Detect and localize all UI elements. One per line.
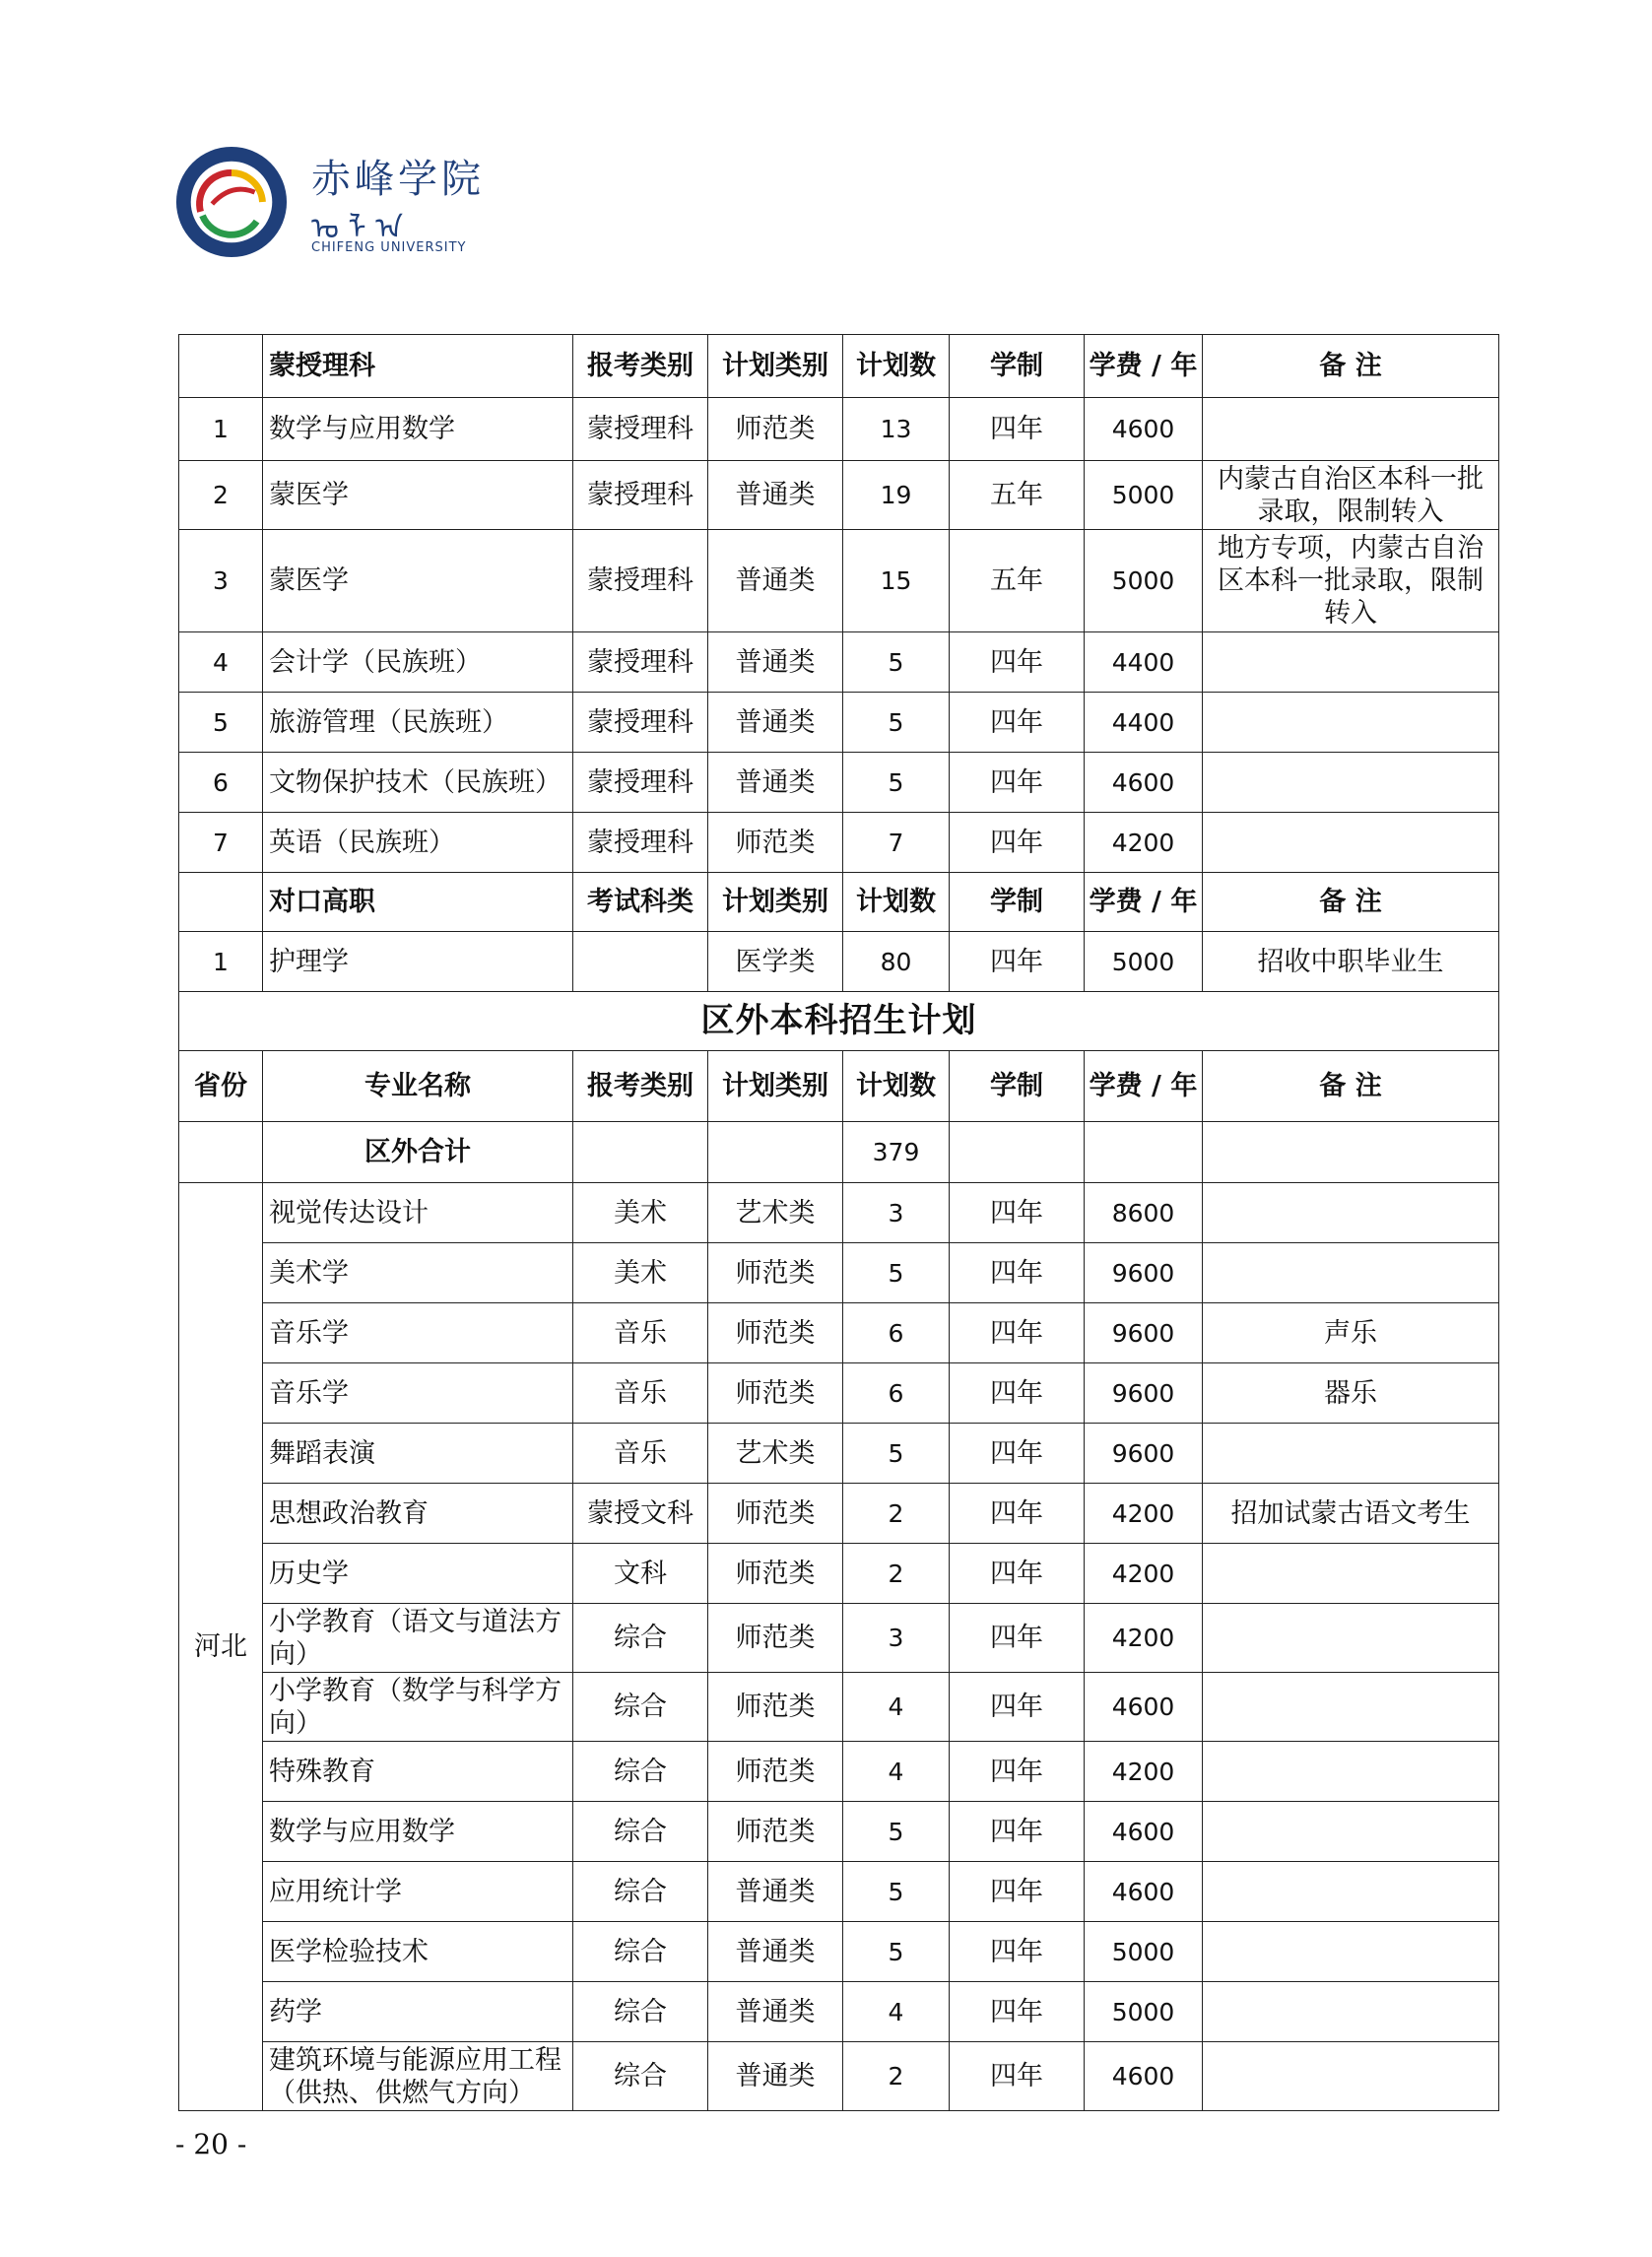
table-cell: 四年 <box>950 932 1085 992</box>
table-row <box>179 1802 1499 1862</box>
table-cell: 四年 <box>950 753 1085 813</box>
table-cell: 80 <box>843 932 950 992</box>
table-cell: 普通类 <box>708 753 843 813</box>
table-row <box>179 530 1499 632</box>
table-cell: 2 <box>843 1484 950 1544</box>
table-cell: 师范类 <box>708 1243 843 1303</box>
table-cell: 4600 <box>1085 1802 1203 1862</box>
table-cell: 蒙授理科 <box>573 530 708 632</box>
header-cell: 计划类别 <box>708 1051 843 1122</box>
header-cell: 学制 <box>950 1051 1085 1122</box>
table-cell: 普通类 <box>708 530 843 632</box>
table-cell: 5 <box>843 1424 950 1484</box>
table-row <box>179 932 1499 992</box>
logo-name-en: CHIFENG UNIVERSITY <box>311 240 467 255</box>
table-cell: 13 <box>843 398 950 461</box>
table-cell: 普通类 <box>708 1922 843 1982</box>
table-cell: 四年 <box>950 1424 1085 1484</box>
table-cell: 4400 <box>1085 632 1203 693</box>
table-cell <box>950 1122 1085 1183</box>
table-row <box>179 1183 1499 1243</box>
header-row <box>179 873 1499 932</box>
table-cell: 2 <box>843 2042 950 2111</box>
table-cell: 5 <box>843 1922 950 1982</box>
table-cell: 旅游管理（民族班） <box>263 693 573 753</box>
total-count: 379 <box>843 1122 950 1183</box>
table-cell: 蒙授理科 <box>573 753 708 813</box>
table-cell: 3 <box>179 530 263 632</box>
table-cell <box>1203 1122 1499 1183</box>
table-cell: 蒙授文科 <box>573 1484 708 1544</box>
table-cell: 普通类 <box>708 461 843 530</box>
header-cell: 备 注 <box>1203 873 1499 932</box>
table-cell: 综合 <box>573 1922 708 1982</box>
table-cell: 舞蹈表演 <box>263 1424 573 1484</box>
table-cell: 7 <box>843 813 950 873</box>
table-row <box>179 1303 1499 1363</box>
table-cell: 蒙授理科 <box>573 813 708 873</box>
table-cell: 小学教育（数学与科学方向） <box>263 1673 573 1742</box>
table-cell: 音乐 <box>573 1424 708 1484</box>
table-cell: 四年 <box>950 632 1085 693</box>
table-cell: 数学与应用数学 <box>263 1802 573 1862</box>
table-cell <box>1203 753 1499 813</box>
table-cell: 四年 <box>950 1922 1085 1982</box>
table-cell: 综合 <box>573 2042 708 2111</box>
university-emblem-icon <box>173 144 290 260</box>
table-cell: 15 <box>843 530 950 632</box>
table-row <box>179 1363 1499 1424</box>
table-cell <box>1203 2042 1499 2111</box>
table-cell <box>1203 632 1499 693</box>
enrollment-plan-table <box>178 334 1499 2111</box>
table-cell: 1 <box>179 932 263 992</box>
header-cell: 学费 / 年 <box>1085 335 1203 398</box>
table-cell: 师范类 <box>708 1802 843 1862</box>
header-cell: 计划数 <box>843 1051 950 1122</box>
table-cell: 师范类 <box>708 1544 843 1604</box>
header-cell: 学费 / 年 <box>1085 873 1203 932</box>
table-cell <box>1203 1922 1499 1982</box>
table-cell: 1 <box>179 398 263 461</box>
table-cell: 四年 <box>950 1802 1085 1862</box>
page-number: - 20 - <box>175 2128 247 2160</box>
logo-name-mn: ᠤ ᠯ ᠠ <box>311 212 403 246</box>
header-cell: 报考类别 <box>573 1051 708 1122</box>
table-cell: 综合 <box>573 1802 708 1862</box>
header-cell: 备 注 <box>1203 1051 1499 1122</box>
table-cell: 会计学（民族班） <box>263 632 573 693</box>
header-cell <box>179 873 263 932</box>
table-cell: 5 <box>179 693 263 753</box>
table-cell: 3 <box>843 1604 950 1673</box>
table-cell: 9600 <box>1085 1243 1203 1303</box>
table-cell: 5 <box>843 632 950 693</box>
table-cell: 师范类 <box>708 1484 843 1544</box>
table-cell: 招收中职毕业生 <box>1203 932 1499 992</box>
table-row <box>179 461 1499 530</box>
header-cell: 省份 <box>179 1051 263 1122</box>
table-cell: 蒙授理科 <box>573 461 708 530</box>
header-row <box>179 335 1499 398</box>
table-cell: 2 <box>843 1544 950 1604</box>
table-cell: 8600 <box>1085 1183 1203 1243</box>
table-row <box>179 1604 1499 1673</box>
table-cell: 地方专项，内蒙古自治区本科一批录取，限制转入 <box>1203 530 1499 632</box>
table-cell: 文物保护技术（民族班） <box>263 753 573 813</box>
table-cell: 视觉传达设计 <box>263 1183 573 1243</box>
table-cell: 4 <box>843 1982 950 2042</box>
table-cell: 师范类 <box>708 1673 843 1742</box>
header-cell <box>179 335 263 398</box>
table-cell: 2 <box>179 461 263 530</box>
table-cell: 6 <box>179 753 263 813</box>
table-cell <box>1203 1604 1499 1673</box>
table-cell: 师范类 <box>708 398 843 461</box>
table-cell: 美术 <box>573 1183 708 1243</box>
header-cell: 考试科类 <box>573 873 708 932</box>
header-cell: 计划数 <box>843 873 950 932</box>
table-cell: 艺术类 <box>708 1424 843 1484</box>
table-cell <box>1203 1424 1499 1484</box>
table-cell <box>1203 1673 1499 1742</box>
table-cell: 四年 <box>950 1604 1085 1673</box>
table-cell: 5000 <box>1085 530 1203 632</box>
table-cell: 6 <box>843 1303 950 1363</box>
table-cell: 4600 <box>1085 753 1203 813</box>
table-row <box>179 753 1499 813</box>
table-cell: 内蒙古自治区本科一批录取，限制转入 <box>1203 461 1499 530</box>
header-cell: 计划类别 <box>708 335 843 398</box>
table-cell <box>1203 1183 1499 1243</box>
table-cell: 四年 <box>950 1243 1085 1303</box>
table-cell: 护理学 <box>263 932 573 992</box>
table-cell: 5 <box>843 693 950 753</box>
logo <box>173 138 508 266</box>
table-cell: 4600 <box>1085 1673 1203 1742</box>
table-cell <box>573 932 708 992</box>
table-cell: 5 <box>843 1243 950 1303</box>
table-cell: 综合 <box>573 1742 708 1802</box>
table-cell: 普通类 <box>708 2042 843 2111</box>
table-cell: 数学与应用数学 <box>263 398 573 461</box>
table-cell: 历史学 <box>263 1544 573 1604</box>
header-cell: 学制 <box>950 335 1085 398</box>
table-cell: 4600 <box>1085 2042 1203 2111</box>
header-cell: 学费 / 年 <box>1085 1051 1203 1122</box>
table-cell: 4200 <box>1085 1484 1203 1544</box>
table-cell: 五年 <box>950 461 1085 530</box>
table-cell: 9600 <box>1085 1424 1203 1484</box>
table-cell: 蒙授理科 <box>573 398 708 461</box>
table-row <box>179 1673 1499 1742</box>
table-cell: 4 <box>843 1742 950 1802</box>
table-cell <box>1203 1862 1499 1922</box>
table-cell: 4200 <box>1085 1742 1203 1802</box>
table-cell <box>1085 1122 1203 1183</box>
table-cell: 普通类 <box>708 1982 843 2042</box>
header-cell: 对口高职 <box>263 873 573 932</box>
table-cell: 四年 <box>950 1363 1085 1424</box>
table-cell: 4600 <box>1085 398 1203 461</box>
section-title: 区外本科招生计划 <box>179 992 1499 1051</box>
table-cell: 四年 <box>950 1673 1085 1742</box>
table-cell: 应用统计学 <box>263 1862 573 1922</box>
table-cell: 师范类 <box>708 813 843 873</box>
table-cell: 普通类 <box>708 1862 843 1922</box>
table-cell: 师范类 <box>708 1303 843 1363</box>
table-cell: 蒙医学 <box>263 461 573 530</box>
header-cell: 专业名称 <box>263 1051 573 1122</box>
table-cell: 蒙授理科 <box>573 693 708 753</box>
table-cell: 四年 <box>950 1544 1085 1604</box>
table-cell: 综合 <box>573 1982 708 2042</box>
table-cell: 5000 <box>1085 461 1203 530</box>
table-cell: 招加试蒙古语文考生 <box>1203 1484 1499 1544</box>
table-row <box>179 1424 1499 1484</box>
table-cell: 4200 <box>1085 813 1203 873</box>
table-row <box>179 693 1499 753</box>
table-cell: 5 <box>843 1862 950 1922</box>
table-cell: 四年 <box>950 1862 1085 1922</box>
table-row <box>179 1862 1499 1922</box>
table-cell: 四年 <box>950 1183 1085 1243</box>
table-cell: 思想政治教育 <box>263 1484 573 1544</box>
header-cell: 计划类别 <box>708 873 843 932</box>
table-cell <box>708 1122 843 1183</box>
table-cell: 艺术类 <box>708 1183 843 1243</box>
table-cell: 四年 <box>950 1982 1085 2042</box>
table-cell: 英语（民族班） <box>263 813 573 873</box>
table-cell: 蒙医学 <box>263 530 573 632</box>
logo-name-cn: 赤峰学院 <box>311 157 485 202</box>
table-cell <box>1203 1544 1499 1604</box>
table-cell <box>1203 398 1499 461</box>
table-cell: 四年 <box>950 693 1085 753</box>
table-cell: 器乐 <box>1203 1363 1499 1424</box>
table-cell: 声乐 <box>1203 1303 1499 1363</box>
table-cell <box>1203 1243 1499 1303</box>
table-cell: 药学 <box>263 1982 573 2042</box>
table-cell: 师范类 <box>708 1742 843 1802</box>
table-row <box>179 1544 1499 1604</box>
table-cell: 四年 <box>950 1303 1085 1363</box>
table-cell: 4 <box>843 1673 950 1742</box>
table-cell: 4200 <box>1085 1544 1203 1604</box>
table-cell: 文科 <box>573 1544 708 1604</box>
table-cell: 6 <box>843 1363 950 1424</box>
table-row <box>179 632 1499 693</box>
table-cell: 3 <box>843 1183 950 1243</box>
table-cell: 4200 <box>1085 1604 1203 1673</box>
table-cell <box>1203 1802 1499 1862</box>
table-cell: 建筑环境与能源应用工程（供热、供燃气方向） <box>263 2042 573 2111</box>
table-cell: 普通类 <box>708 632 843 693</box>
table-cell: 9600 <box>1085 1363 1203 1424</box>
table-cell: 五年 <box>950 530 1085 632</box>
table-cell: 四年 <box>950 1742 1085 1802</box>
table-cell: 4400 <box>1085 693 1203 753</box>
total-label: 区外合计 <box>263 1122 573 1183</box>
table-cell: 蒙授理科 <box>573 632 708 693</box>
table-row <box>179 1484 1499 1544</box>
table-cell: 5000 <box>1085 1922 1203 1982</box>
table-row <box>179 2042 1499 2111</box>
table-cell: 师范类 <box>708 1604 843 1673</box>
table-cell: 音乐 <box>573 1363 708 1424</box>
province-cell: 河北 <box>179 1183 263 2111</box>
table-cell <box>1203 1982 1499 2042</box>
table-cell <box>1203 1742 1499 1802</box>
table-cell: 5 <box>843 753 950 813</box>
table-cell: 5000 <box>1085 932 1203 992</box>
header-row <box>179 1051 1499 1122</box>
table-cell: 师范类 <box>708 1363 843 1424</box>
header-cell: 计划数 <box>843 335 950 398</box>
table-cell: 美术 <box>573 1243 708 1303</box>
table-cell: 5000 <box>1085 1982 1203 2042</box>
total-row <box>179 1122 1499 1183</box>
table-cell <box>573 1122 708 1183</box>
table-cell: 4 <box>179 632 263 693</box>
header-cell: 备 注 <box>1203 335 1499 398</box>
table-cell <box>1203 813 1499 873</box>
table-row <box>179 1922 1499 1982</box>
table-cell: 四年 <box>950 1484 1085 1544</box>
table-cell: 综合 <box>573 1673 708 1742</box>
table-cell: 四年 <box>950 2042 1085 2111</box>
table-cell: 四年 <box>950 398 1085 461</box>
table-cell: 医学类 <box>708 932 843 992</box>
table-row <box>179 398 1499 461</box>
table-cell: 综合 <box>573 1604 708 1673</box>
table-cell: 综合 <box>573 1862 708 1922</box>
table-cell: 特殊教育 <box>263 1742 573 1802</box>
header-cell: 蒙授理科 <box>263 335 573 398</box>
table-cell: 小学教育（语文与道法方向） <box>263 1604 573 1673</box>
table-cell: 普通类 <box>708 693 843 753</box>
table-cell: 美术学 <box>263 1243 573 1303</box>
table-row <box>179 1243 1499 1303</box>
table-row <box>179 1982 1499 2042</box>
table-cell <box>1203 693 1499 753</box>
table-row <box>179 813 1499 873</box>
table-cell: 7 <box>179 813 263 873</box>
table-cell: 19 <box>843 461 950 530</box>
table-cell: 5 <box>843 1802 950 1862</box>
table-cell: 音乐学 <box>263 1303 573 1363</box>
table-cell: 4600 <box>1085 1862 1203 1922</box>
table-cell: 音乐 <box>573 1303 708 1363</box>
header-cell: 学制 <box>950 873 1085 932</box>
header-cell: 报考类别 <box>573 335 708 398</box>
table-cell <box>179 1122 263 1183</box>
table-cell: 医学检验技术 <box>263 1922 573 1982</box>
table-cell: 音乐学 <box>263 1363 573 1424</box>
table-row <box>179 1742 1499 1802</box>
table-cell: 9600 <box>1085 1303 1203 1363</box>
section-title-row <box>179 992 1499 1051</box>
table-cell: 四年 <box>950 813 1085 873</box>
